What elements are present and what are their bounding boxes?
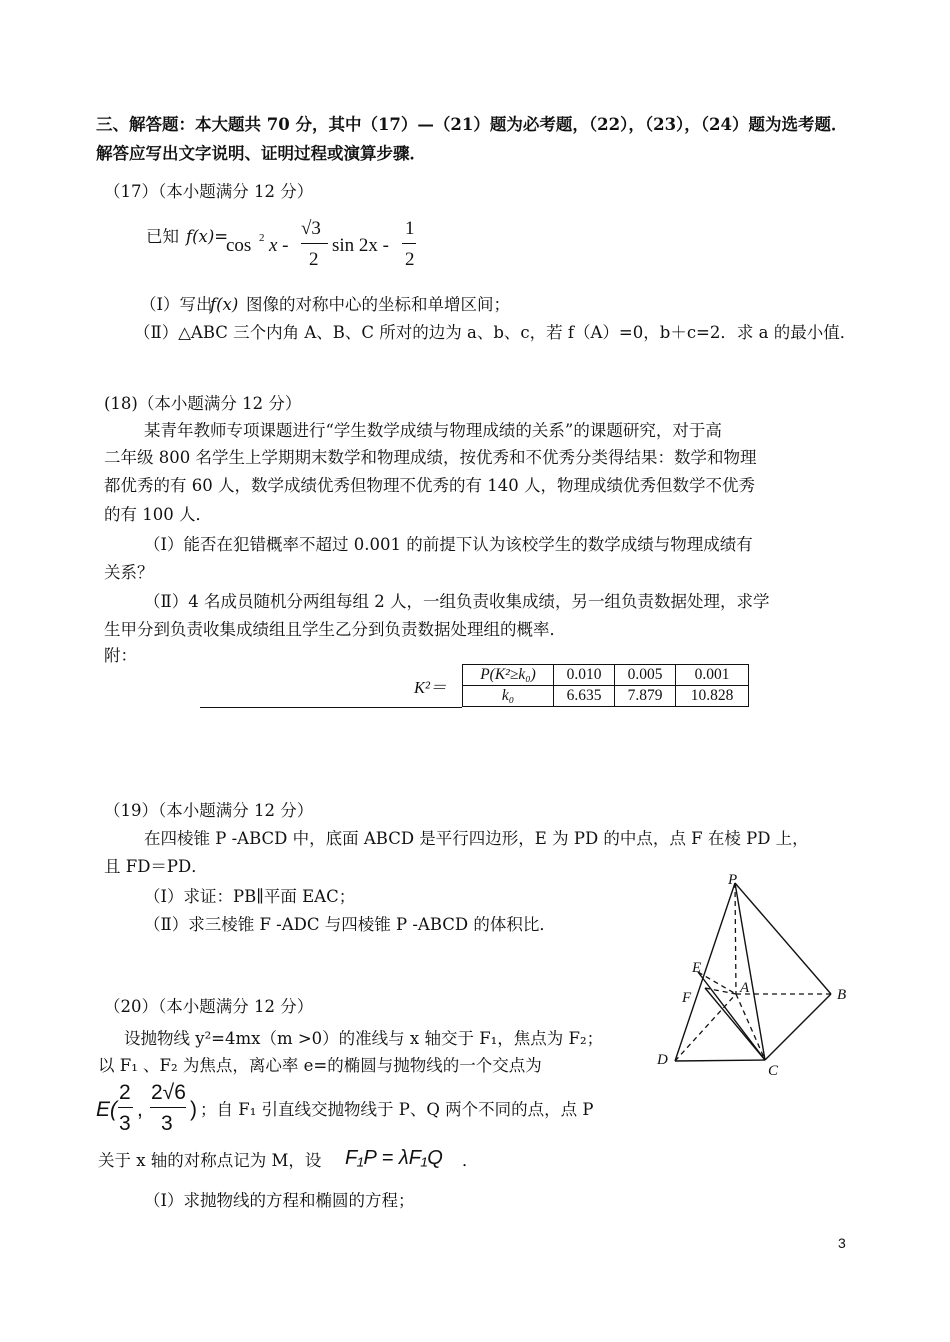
q19-line2: 且 FD＝PD． [104, 857, 208, 876]
vertex-label-c: C [768, 1063, 779, 1079]
q20-e-close: ) [190, 1098, 197, 1121]
q17-fraction-bar-2 [402, 243, 416, 244]
q17-fx: f(x)= [186, 227, 229, 246]
table-header-cell: 0.005 [615, 665, 676, 686]
q17-sin-term: sin 2x - [332, 235, 389, 256]
table-cell: 7.879 [615, 686, 676, 707]
q17-part2: （Ⅱ）△ABC 三个内角 A、B、C 所对的边为 a、b、c，若 f（A）=0，b＋c=2．求 a 的最小值． [134, 323, 857, 342]
q18-part2-line1: （Ⅱ）4 名成员随机分两组每组 2 人，一组负责收集成绩，另一组负责数据处理，求学 [144, 592, 770, 611]
q20-line1: 设抛物线 y²=4mx（m >0）的准线与 x 轴交于 F₁，焦点为 F₂； [124, 1029, 604, 1048]
q18-title: (18)（本小题满分 12 分） [104, 394, 302, 413]
q17-part1-prefix: （Ⅰ）写出 [140, 295, 213, 314]
q20-line4-prefix: 关于 x 轴的对称点记为 M，设 [98, 1151, 322, 1170]
q18-part1-line2: 关系？ [104, 563, 154, 582]
vertex-label-e: E [692, 960, 702, 976]
q20-e-num2: 2√6 [151, 1081, 186, 1104]
q17-cos-exponent: 2 [259, 232, 265, 244]
table-row [463, 686, 749, 707]
q20-line4-end: ． [462, 1151, 479, 1170]
pyramid-figure [650, 868, 860, 1080]
q17-x-minus: x - [269, 235, 289, 256]
q20-e-fraction-bar-2 [150, 1107, 186, 1108]
q17-sqrt3: √3 [301, 218, 321, 239]
page-number: 3 [838, 1235, 846, 1251]
q18-appendix-label: 附： [104, 646, 137, 665]
critical-value-table [462, 664, 749, 707]
q18-formula-underline [200, 707, 462, 708]
table-header-cell: 0.010 [554, 665, 615, 686]
q18-line4: 的有 100 人． [104, 505, 212, 524]
q18-line2: 二年级 800 名学生上学期期末数学和物理成绩，按优秀和不优秀分类得结果：数学和物理 [104, 448, 757, 467]
vertex-label-p: P [728, 872, 738, 888]
q20-e-fraction-bar-1 [118, 1107, 133, 1108]
q20-e-den2: 3 [161, 1112, 173, 1135]
table-header-cell: 0.001 [676, 665, 749, 686]
table-cell: 10.828 [676, 686, 749, 707]
q17-den2: 2 [405, 249, 415, 270]
q20-line3: ；自 F₁ 引直线交抛物线于 P、Q 两个不同的点，点 P [200, 1100, 594, 1119]
q17-fraction-bar-1 [301, 243, 328, 244]
q17-cos: cos [226, 235, 252, 256]
q18-line1: 某青年教师专项课题进行“学生数学成绩与物理成绩的关系”的课题研究，对于高 [144, 421, 722, 440]
q20-title: （20）（本小题满分 12 分） [104, 997, 314, 1016]
q20-part1: （Ⅰ）求抛物线的方程和椭圆的方程； [144, 1191, 415, 1210]
q17-part1-text: 图像的对称中心的坐标和单增区间； [246, 295, 510, 314]
q19-part1: （Ⅰ）求证：PB∥平面 EAC； [144, 887, 356, 906]
q17-title: （17）（本小题满分 12 分） [104, 182, 314, 201]
q17-den1: 2 [309, 249, 319, 270]
q19-title: （19）（本小题满分 12 分） [104, 801, 314, 820]
section-heading-line2: 解答应写出文字说明、证明过程或演算步骤． [96, 144, 426, 163]
q17-given-prefix: 已知 [146, 227, 179, 246]
table-cell: 6.635 [554, 686, 615, 707]
q20-e-comma: , [137, 1098, 143, 1121]
q19-part2: （Ⅱ）求三棱锥 F -ADC 与四棱锥 P -ABCD 的体积比． [144, 915, 556, 934]
q20-e-den1: 3 [119, 1112, 131, 1135]
table-cell: k₀ [463, 686, 554, 707]
q19-line1: 在四棱锥 P -ABCD 中，底面 ABCD 是平行四边形，E 为 PD 的中点，点 F 在棱 PD 上， [144, 829, 809, 848]
q18-k2-formula: K²＝ [414, 678, 447, 697]
q20-e-label: E( [96, 1098, 117, 1121]
q20-line2: 以 F₁ 、F₂ 为焦点，离心率 e=的椭圆与抛物线的一个交点为 [98, 1056, 542, 1075]
vertex-label-f: F [682, 990, 692, 1006]
q18-part2-line2: 生甲分到负责收集成绩组且学生乙分到负责数据处理组的概率． [104, 620, 566, 639]
table-header-cell: P(K²≥k₀) [463, 665, 554, 686]
vertex-label-a: A [740, 980, 750, 996]
q20-e-num1: 2 [119, 1081, 131, 1104]
q20-point-e [96, 1082, 216, 1142]
section-heading-line1: 三、解答题：本大题共 70 分，其中（17）—（21）题为必考题，（22），（23），（24）题为选考题． [96, 115, 848, 134]
table-row [463, 665, 749, 686]
q17-num2: 1 [405, 218, 415, 239]
q17-part1-fx: f(x) [210, 295, 239, 314]
vertex-label-d: D [657, 1052, 668, 1068]
q17-formula [146, 216, 446, 276]
q20-vector-relation: F₁P = λF₁Q [345, 1147, 443, 1169]
q18-line3: 都优秀的有 60 人，数学成绩优秀但物理不优秀的有 140 人，物理成绩优秀但数学不优秀 [104, 476, 755, 495]
vertex-label-b: B [837, 987, 847, 1003]
q18-part1-line1: （Ⅰ）能否在犯错概率不超过 0.001 的前提下认为该校学生的数学成绩与物理成绩有 [144, 535, 753, 554]
